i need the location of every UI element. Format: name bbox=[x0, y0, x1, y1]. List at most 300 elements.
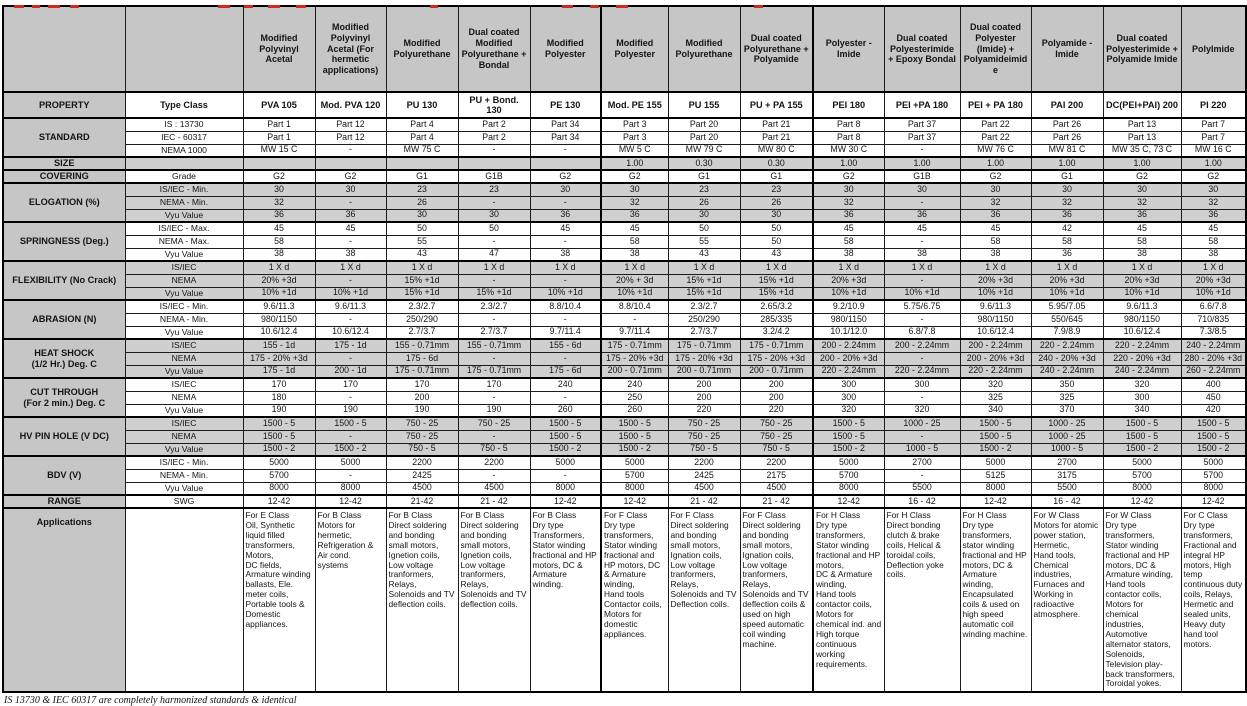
value-cell: 45 bbox=[530, 222, 601, 235]
value-cell: 370 bbox=[1031, 404, 1103, 417]
value-cell: Part 22 bbox=[960, 118, 1031, 131]
value-cell: Part 26 bbox=[1031, 131, 1103, 144]
value-cell: - bbox=[315, 144, 386, 157]
value-cell: G2 bbox=[530, 170, 601, 183]
value-cell: 38 bbox=[960, 248, 1031, 261]
value-cell: 15% +1d bbox=[668, 274, 740, 287]
value-cell: 450 bbox=[1181, 391, 1246, 404]
value-cell: 980/1150 bbox=[1103, 313, 1181, 326]
value-cell: - bbox=[315, 391, 386, 404]
value-cell: Part 26 bbox=[1031, 118, 1103, 131]
value-cell: 750 - 25 bbox=[740, 417, 813, 430]
value-cell: Part 12 bbox=[315, 118, 386, 131]
value-cell: 155 - 0.71mm bbox=[386, 339, 458, 352]
value-cell: 7.3/8.5 bbox=[1181, 326, 1246, 339]
value-cell: MW 35 C, 73 C bbox=[1103, 144, 1181, 157]
value-cell: G1 bbox=[1031, 170, 1103, 183]
value-cell: 175 - 6d bbox=[386, 352, 458, 365]
value-cell: 30 bbox=[601, 183, 668, 196]
value-cell: 750 - 25 bbox=[386, 417, 458, 430]
value-cell: 1 X d bbox=[813, 261, 884, 274]
material-header-cell: Dual coated Polyester (Imide) + Polyamideimide bbox=[960, 6, 1031, 92]
value-cell: - bbox=[315, 352, 386, 365]
value-cell: 38 bbox=[813, 248, 884, 261]
value-cell: 8000 bbox=[813, 482, 884, 495]
row-sublabel: Vyu Value bbox=[125, 248, 243, 261]
value-cell: 1500 - 5 bbox=[960, 417, 1031, 430]
value-cell: 170 bbox=[315, 378, 386, 391]
value-cell: 6.8/7.8 bbox=[884, 326, 960, 339]
value-cell: 1 X d bbox=[668, 261, 740, 274]
value-cell: 2.3/2.7 bbox=[668, 300, 740, 313]
red-fragment bbox=[32, 5, 40, 8]
value-cell: 10% +1d bbox=[1103, 287, 1181, 300]
value-cell: 43 bbox=[740, 248, 813, 261]
value-cell: 220 - 2.24mm bbox=[1103, 339, 1181, 352]
winding-wire-spec-sheet bbox=[0, 5, 1243, 706]
red-fragment bbox=[218, 5, 230, 8]
value-cell: 190 bbox=[315, 404, 386, 417]
value-cell: - bbox=[458, 430, 530, 443]
value-cell: MW 80 C bbox=[740, 144, 813, 157]
type-class-value-cell: PEI + PA 180 bbox=[960, 92, 1031, 118]
value-cell: 4500 bbox=[458, 482, 530, 495]
value-cell: 5000 bbox=[601, 456, 668, 469]
value-cell: Part 22 bbox=[960, 131, 1031, 144]
value-cell: Part 4 bbox=[386, 131, 458, 144]
row-sublabel: NEMA bbox=[125, 274, 243, 287]
value-cell: 300 bbox=[813, 378, 884, 391]
value-cell: - bbox=[315, 235, 386, 248]
value-cell: 20% +3d bbox=[1181, 274, 1246, 287]
value-cell: - bbox=[530, 391, 601, 404]
application-cell: For B Class Direct soldering and bonding small motors, Ignetion coils, Low voltage tranformers, Relays, Solenoids and TV deflection coils. bbox=[386, 508, 458, 692]
value-cell: - bbox=[530, 274, 601, 287]
block-label: SPRINGNESS (Deg.) bbox=[3, 222, 125, 261]
value-cell: - bbox=[458, 469, 530, 482]
type-class-value-cell: PU 155 bbox=[668, 92, 740, 118]
application-cell: For B Class Motors for hermetic, Refrigeration & Air cond. systems bbox=[315, 508, 386, 692]
application-cell: For F Class Direct soldering and bonding small motors, Ignation coils, Low voltage tranformers, Relays, Solenoids and TV deflection coils & used on high speed automatic coil winding machine. bbox=[740, 508, 813, 692]
value-cell: 980/1150 bbox=[960, 313, 1031, 326]
value-cell bbox=[315, 157, 386, 170]
value-cell: 340 bbox=[960, 404, 1031, 417]
block-label: FLEXIBILITY (No Crack) bbox=[3, 261, 125, 300]
value-cell: - bbox=[530, 235, 601, 248]
value-cell: 23 bbox=[668, 183, 740, 196]
value-cell: 32 bbox=[601, 196, 668, 209]
value-cell: 50 bbox=[740, 235, 813, 248]
type-class-value-cell: PU + PA 155 bbox=[740, 92, 813, 118]
value-cell: 5500 bbox=[1031, 482, 1103, 495]
value-cell: G1 bbox=[668, 170, 740, 183]
value-cell: Part 13 bbox=[1103, 131, 1181, 144]
value-cell: 30 bbox=[813, 183, 884, 196]
value-cell: 5700 bbox=[813, 469, 884, 482]
value-cell: 43 bbox=[668, 248, 740, 261]
value-cell: 38 bbox=[243, 248, 315, 261]
row-sublabel: NEMA - Min. bbox=[125, 469, 243, 482]
value-cell: MW 5 C bbox=[601, 144, 668, 157]
value-cell: 2200 bbox=[740, 456, 813, 469]
value-cell: 16 - 42 bbox=[1031, 495, 1103, 508]
value-cell: 2.3/2.7 bbox=[458, 300, 530, 313]
value-cell: 175 - 1d bbox=[243, 365, 315, 378]
value-cell: Part 3 bbox=[601, 131, 668, 144]
value-cell: 5000 bbox=[1103, 456, 1181, 469]
value-cell: 250/290 bbox=[668, 313, 740, 326]
value-cell: 1.00 bbox=[960, 157, 1031, 170]
value-cell: 155 - 6d bbox=[530, 339, 601, 352]
value-cell: 15% +1d bbox=[740, 274, 813, 287]
value-cell: 2425 bbox=[668, 469, 740, 482]
value-cell: 2.7/3.7 bbox=[386, 326, 458, 339]
value-cell: 240 - 2.24mm bbox=[1031, 365, 1103, 378]
value-cell: G2 bbox=[315, 170, 386, 183]
value-cell: 260 bbox=[530, 404, 601, 417]
value-cell: MW 79 C bbox=[668, 144, 740, 157]
value-cell: 10.1/12.0 bbox=[813, 326, 884, 339]
value-cell: 320 bbox=[960, 378, 1031, 391]
block-label: ABRASION (N) bbox=[3, 300, 125, 339]
value-cell: 1000 - 25 bbox=[884, 417, 960, 430]
value-cell: 50 bbox=[386, 222, 458, 235]
value-cell: 2175 bbox=[740, 469, 813, 482]
row-sublabel: Grade bbox=[125, 170, 243, 183]
value-cell: 2200 bbox=[386, 456, 458, 469]
value-cell: 750 - 5 bbox=[386, 443, 458, 456]
material-header-cell: Modified Polyester bbox=[601, 6, 668, 92]
value-cell: MW 81 C bbox=[1031, 144, 1103, 157]
row-sublabel: NEMA - Max. bbox=[125, 235, 243, 248]
value-cell: 8.8/10.4 bbox=[601, 300, 668, 313]
value-cell: 20% +3d bbox=[960, 274, 1031, 287]
value-cell: MW 15 C bbox=[243, 144, 315, 157]
type-class-value-cell: PE 130 bbox=[530, 92, 601, 118]
value-cell: 8000 bbox=[1103, 482, 1181, 495]
row-sublabel: Vyu Value bbox=[125, 365, 243, 378]
value-cell: 55 bbox=[668, 235, 740, 248]
value-cell: 21 - 42 bbox=[668, 495, 740, 508]
value-cell: 36 bbox=[315, 209, 386, 222]
value-cell: 43 bbox=[386, 248, 458, 261]
row-sublabel: Vyu Value bbox=[125, 326, 243, 339]
value-cell: 240 bbox=[530, 378, 601, 391]
value-cell: 1 X d bbox=[740, 261, 813, 274]
value-cell: Part 21 bbox=[740, 118, 813, 131]
applications-empty-cell bbox=[125, 508, 243, 692]
value-cell: 58 bbox=[1181, 235, 1246, 248]
value-cell: 200 - 0.71mm bbox=[740, 365, 813, 378]
value-cell: 1.00 bbox=[601, 157, 668, 170]
value-cell: 155 - 1d bbox=[243, 339, 315, 352]
value-cell: 5700 bbox=[1181, 469, 1246, 482]
value-cell: Part 20 bbox=[668, 131, 740, 144]
value-cell: Part 2 bbox=[458, 131, 530, 144]
value-cell: 200 - 1d bbox=[315, 365, 386, 378]
value-cell: G1 bbox=[740, 170, 813, 183]
value-cell: 750 - 5 bbox=[740, 443, 813, 456]
value-cell: 6.6/7.8 bbox=[1181, 300, 1246, 313]
application-cell: For H Class Dry type transformers, Stator winding fractional and HP motors, DC & Armature winding, Hand tools contactor coils, Motors for chemical ind. and High torque continuous working requirements. bbox=[813, 508, 884, 692]
value-cell: 45 bbox=[1181, 222, 1246, 235]
value-cell: G2 bbox=[960, 170, 1031, 183]
value-cell: 9.6/11.3 bbox=[243, 300, 315, 313]
value-cell: 280 - 20% +3d bbox=[1181, 352, 1246, 365]
value-cell: 32 bbox=[960, 196, 1031, 209]
applications-label: Applications bbox=[3, 508, 125, 692]
value-cell: 200 - 0.71mm bbox=[668, 365, 740, 378]
value-cell: 285/335 bbox=[740, 313, 813, 326]
value-cell: - bbox=[315, 430, 386, 443]
value-cell: Part 2 bbox=[458, 118, 530, 131]
value-cell: 1500 - 5 bbox=[960, 430, 1031, 443]
value-cell: 5.75/6.75 bbox=[884, 300, 960, 313]
value-cell: 300 bbox=[884, 378, 960, 391]
value-cell: MW 76 C bbox=[960, 144, 1031, 157]
type-class-value-cell: PEI +PA 180 bbox=[884, 92, 960, 118]
value-cell: - bbox=[884, 430, 960, 443]
material-header-cell: Modified Polyurethane bbox=[668, 6, 740, 92]
value-cell: 2425 bbox=[386, 469, 458, 482]
type-class-label: Type Class bbox=[125, 92, 243, 118]
block-label: SIZE bbox=[3, 157, 125, 170]
value-cell: Part 21 bbox=[740, 131, 813, 144]
value-cell: 12-42 bbox=[530, 495, 601, 508]
value-cell: 10% +1d bbox=[1181, 287, 1246, 300]
value-cell: 1500 - 5 bbox=[601, 417, 668, 430]
value-cell: 2700 bbox=[1031, 456, 1103, 469]
value-cell: 1 X d bbox=[960, 261, 1031, 274]
value-cell: 10.6/12.4 bbox=[1103, 326, 1181, 339]
value-cell: 175 - 20% +3d bbox=[601, 352, 668, 365]
value-cell: 9.6/11.3 bbox=[1103, 300, 1181, 313]
value-cell: 170 bbox=[386, 378, 458, 391]
value-cell: 9.2/10.9 bbox=[813, 300, 884, 313]
value-cell: 750 - 25 bbox=[386, 430, 458, 443]
value-cell: 180 bbox=[243, 391, 315, 404]
application-cell: For F Class Direct soldering and bonding small motors, Ignation coils, Low voltage tranformers, Relays, Solenoids and TV Deflection coils. bbox=[668, 508, 740, 692]
value-cell: 320 bbox=[884, 404, 960, 417]
value-cell: 47 bbox=[458, 248, 530, 261]
value-cell: 1500 - 5 bbox=[1103, 417, 1181, 430]
value-cell: 220 bbox=[668, 404, 740, 417]
value-cell: 10% +1d bbox=[960, 287, 1031, 300]
value-cell: 175 - 0.71mm bbox=[458, 365, 530, 378]
row-sublabel: IS : 13730 bbox=[125, 118, 243, 131]
value-cell: 10% +1d bbox=[315, 287, 386, 300]
value-cell: 23 bbox=[386, 183, 458, 196]
value-cell: 7.9/8.9 bbox=[1031, 326, 1103, 339]
value-cell: 1500 - 2 bbox=[530, 443, 601, 456]
value-cell: G2 bbox=[813, 170, 884, 183]
value-cell: 36 bbox=[1181, 209, 1246, 222]
value-cell: 58 bbox=[1031, 235, 1103, 248]
value-cell: 1 X d bbox=[243, 261, 315, 274]
value-cell: 200 bbox=[668, 391, 740, 404]
value-cell: 1 X d bbox=[315, 261, 386, 274]
value-cell: 58 bbox=[243, 235, 315, 248]
value-cell: 20% + 3d bbox=[601, 274, 668, 287]
value-cell: 36 bbox=[884, 209, 960, 222]
value-cell: 10.6/12.4 bbox=[243, 326, 315, 339]
value-cell: 30 bbox=[243, 183, 315, 196]
value-cell: 1 X d bbox=[601, 261, 668, 274]
application-cell: For B Class Direct soldering and bonding small motors, Ignetion coils, Low voltage tranformers, Relays, Solenoids and TV deflection coils. bbox=[458, 508, 530, 692]
value-cell: 200 - 2.24mm bbox=[884, 339, 960, 352]
type-class-value-cell: PU + Bond. 130 bbox=[458, 92, 530, 118]
value-cell: 12-42 bbox=[601, 495, 668, 508]
application-cell: For W Class Dry type transformers, Stator winding fractional and HP motors, DC & Armature winding, Hand tools contactor coils, Motors for chemical industries, Automotive alternator stators, Solenoids, Television play-back transformers, Toroidal yokes. bbox=[1103, 508, 1181, 692]
value-cell: 8000 bbox=[960, 482, 1031, 495]
row-sublabel: NEMA - Min. bbox=[125, 313, 243, 326]
application-cell: For H Class Direct bonding clutch & brake coils, Helical & toroidal coils, Deflection yoke coils. bbox=[884, 508, 960, 692]
value-cell: 175 - 0.71mm bbox=[386, 365, 458, 378]
red-fragment bbox=[616, 5, 628, 8]
value-cell: 30 bbox=[960, 183, 1031, 196]
value-cell: 36 bbox=[1103, 209, 1181, 222]
row-sublabel: NEMA bbox=[125, 430, 243, 443]
value-cell: 5500 bbox=[884, 482, 960, 495]
value-cell: 1500 - 5 bbox=[243, 417, 315, 430]
row-sublabel: Vyu Value bbox=[125, 287, 243, 300]
value-cell: 30 bbox=[315, 183, 386, 196]
value-cell: 1 X d bbox=[386, 261, 458, 274]
value-cell: 1 X d bbox=[530, 261, 601, 274]
value-cell: MW 75 C bbox=[386, 144, 458, 157]
value-cell: 1500 - 2 bbox=[960, 443, 1031, 456]
value-cell: 50 bbox=[458, 222, 530, 235]
value-cell: Part 7 bbox=[1181, 131, 1246, 144]
value-cell: 58 bbox=[601, 235, 668, 248]
application-cell: For E Class Oil, Synthetic liquid filled transformers, Motors, DC fields, Armature winding ballasts, Ele. meter coils, Portable tools & Domestic appliances. bbox=[243, 508, 315, 692]
value-cell: 1 X d bbox=[1103, 261, 1181, 274]
value-cell: - bbox=[458, 196, 530, 209]
material-header-cell: PolyImide bbox=[1181, 6, 1246, 92]
value-cell: 32 bbox=[243, 196, 315, 209]
value-cell: 26 bbox=[740, 196, 813, 209]
value-cell: 26 bbox=[386, 196, 458, 209]
value-cell: 1000 - 5 bbox=[1031, 443, 1103, 456]
value-cell: 200 - 2.24mm bbox=[960, 339, 1031, 352]
type-class-value-cell: Mod. PE 155 bbox=[601, 92, 668, 118]
value-cell: 9.7/11.4 bbox=[530, 326, 601, 339]
value-cell: G2 bbox=[601, 170, 668, 183]
value-cell: - bbox=[458, 144, 530, 157]
value-cell: 1000 - 25 bbox=[1031, 430, 1103, 443]
value-cell: Part 1 bbox=[243, 118, 315, 131]
material-header-cell: Modified Polyurethane bbox=[386, 6, 458, 92]
material-header-cell: Modified Polyester bbox=[530, 6, 601, 92]
value-cell: 1500 - 5 bbox=[530, 430, 601, 443]
value-cell: 21-42 bbox=[386, 495, 458, 508]
value-cell: Part 13 bbox=[1103, 118, 1181, 131]
value-cell: MW 16 C bbox=[1181, 144, 1246, 157]
value-cell: 16 - 42 bbox=[884, 495, 960, 508]
value-cell: Part 20 bbox=[668, 118, 740, 131]
value-cell: 175 - 20% +3d bbox=[668, 352, 740, 365]
value-cell bbox=[458, 157, 530, 170]
value-cell: 1.00 bbox=[813, 157, 884, 170]
row-sublabel bbox=[125, 157, 243, 170]
value-cell: 0.30 bbox=[668, 157, 740, 170]
value-cell: 32 bbox=[1181, 196, 1246, 209]
value-cell: 300 bbox=[1103, 391, 1181, 404]
value-cell: - bbox=[530, 196, 601, 209]
block-label: HV PIN HOLE (V DC) bbox=[3, 417, 125, 456]
value-cell: 15% +1d bbox=[458, 287, 530, 300]
value-cell: 20% +3d bbox=[243, 274, 315, 287]
value-cell: Part 34 bbox=[530, 131, 601, 144]
value-cell: 32 bbox=[1031, 196, 1103, 209]
corner-cell bbox=[125, 6, 243, 92]
value-cell: 325 bbox=[1031, 391, 1103, 404]
red-fragment bbox=[430, 5, 438, 8]
value-cell: 50 bbox=[668, 222, 740, 235]
value-cell: 36 bbox=[530, 209, 601, 222]
value-cell: 10% +1d bbox=[813, 287, 884, 300]
type-class-value-cell: PVA 105 bbox=[243, 92, 315, 118]
value-cell: - bbox=[884, 274, 960, 287]
row-sublabel: Vyu Value bbox=[125, 443, 243, 456]
value-cell: 12-42 bbox=[243, 495, 315, 508]
corner-cell bbox=[3, 6, 125, 92]
value-cell: 200 - 0.71mm bbox=[601, 365, 668, 378]
value-cell: 1000 - 25 bbox=[1031, 417, 1103, 430]
value-cell: - bbox=[530, 144, 601, 157]
value-cell: 50 bbox=[740, 222, 813, 235]
value-cell: 20% +3d bbox=[813, 274, 884, 287]
value-cell: 15% +1d bbox=[740, 287, 813, 300]
value-cell: 200 bbox=[740, 378, 813, 391]
red-fragment bbox=[14, 5, 24, 8]
value-cell: 220 - 2.24mm bbox=[813, 365, 884, 378]
footer-note: IS 13730 & IEC 60317 are completely harmonized standards & identical bbox=[4, 695, 297, 706]
value-cell: - bbox=[884, 469, 960, 482]
value-cell: 8.8/10.4 bbox=[530, 300, 601, 313]
value-cell: 5700 bbox=[1103, 469, 1181, 482]
material-header-cell: Polyester - Imide bbox=[813, 6, 884, 92]
value-cell: 9.6/11.3 bbox=[960, 300, 1031, 313]
value-cell: 10% +1d bbox=[601, 287, 668, 300]
value-cell: 9.6/11.3 bbox=[315, 300, 386, 313]
value-cell: 5000 bbox=[1181, 456, 1246, 469]
value-cell: 200 bbox=[386, 391, 458, 404]
value-cell: Part 12 bbox=[315, 131, 386, 144]
block-label: COVERING bbox=[3, 170, 125, 183]
red-fragment bbox=[70, 5, 79, 8]
value-cell: 1500 - 5 bbox=[813, 417, 884, 430]
value-cell: 12-42 bbox=[960, 495, 1031, 508]
value-cell: 12-42 bbox=[1181, 495, 1246, 508]
value-cell: 1000 - 5 bbox=[884, 443, 960, 456]
value-cell: 220 - 2.24mm bbox=[884, 365, 960, 378]
row-sublabel: IS/IEC - Min. bbox=[125, 456, 243, 469]
value-cell: 1500 - 5 bbox=[813, 430, 884, 443]
block-label: STANDARD bbox=[3, 118, 125, 157]
value-cell: 320 bbox=[1103, 378, 1181, 391]
value-cell: 1 X d bbox=[1181, 261, 1246, 274]
value-cell: - bbox=[315, 313, 386, 326]
value-cell: 10% +1d bbox=[530, 287, 601, 300]
value-cell: G1B bbox=[458, 170, 530, 183]
row-sublabel: Vyu Value bbox=[125, 404, 243, 417]
value-cell: 1 X d bbox=[1031, 261, 1103, 274]
material-header-cell: Dual coated Polyesterimide + Polyamide Imide bbox=[1103, 6, 1181, 92]
value-cell: - bbox=[884, 144, 960, 157]
value-cell: 5000 bbox=[530, 456, 601, 469]
value-cell: 300 bbox=[813, 391, 884, 404]
